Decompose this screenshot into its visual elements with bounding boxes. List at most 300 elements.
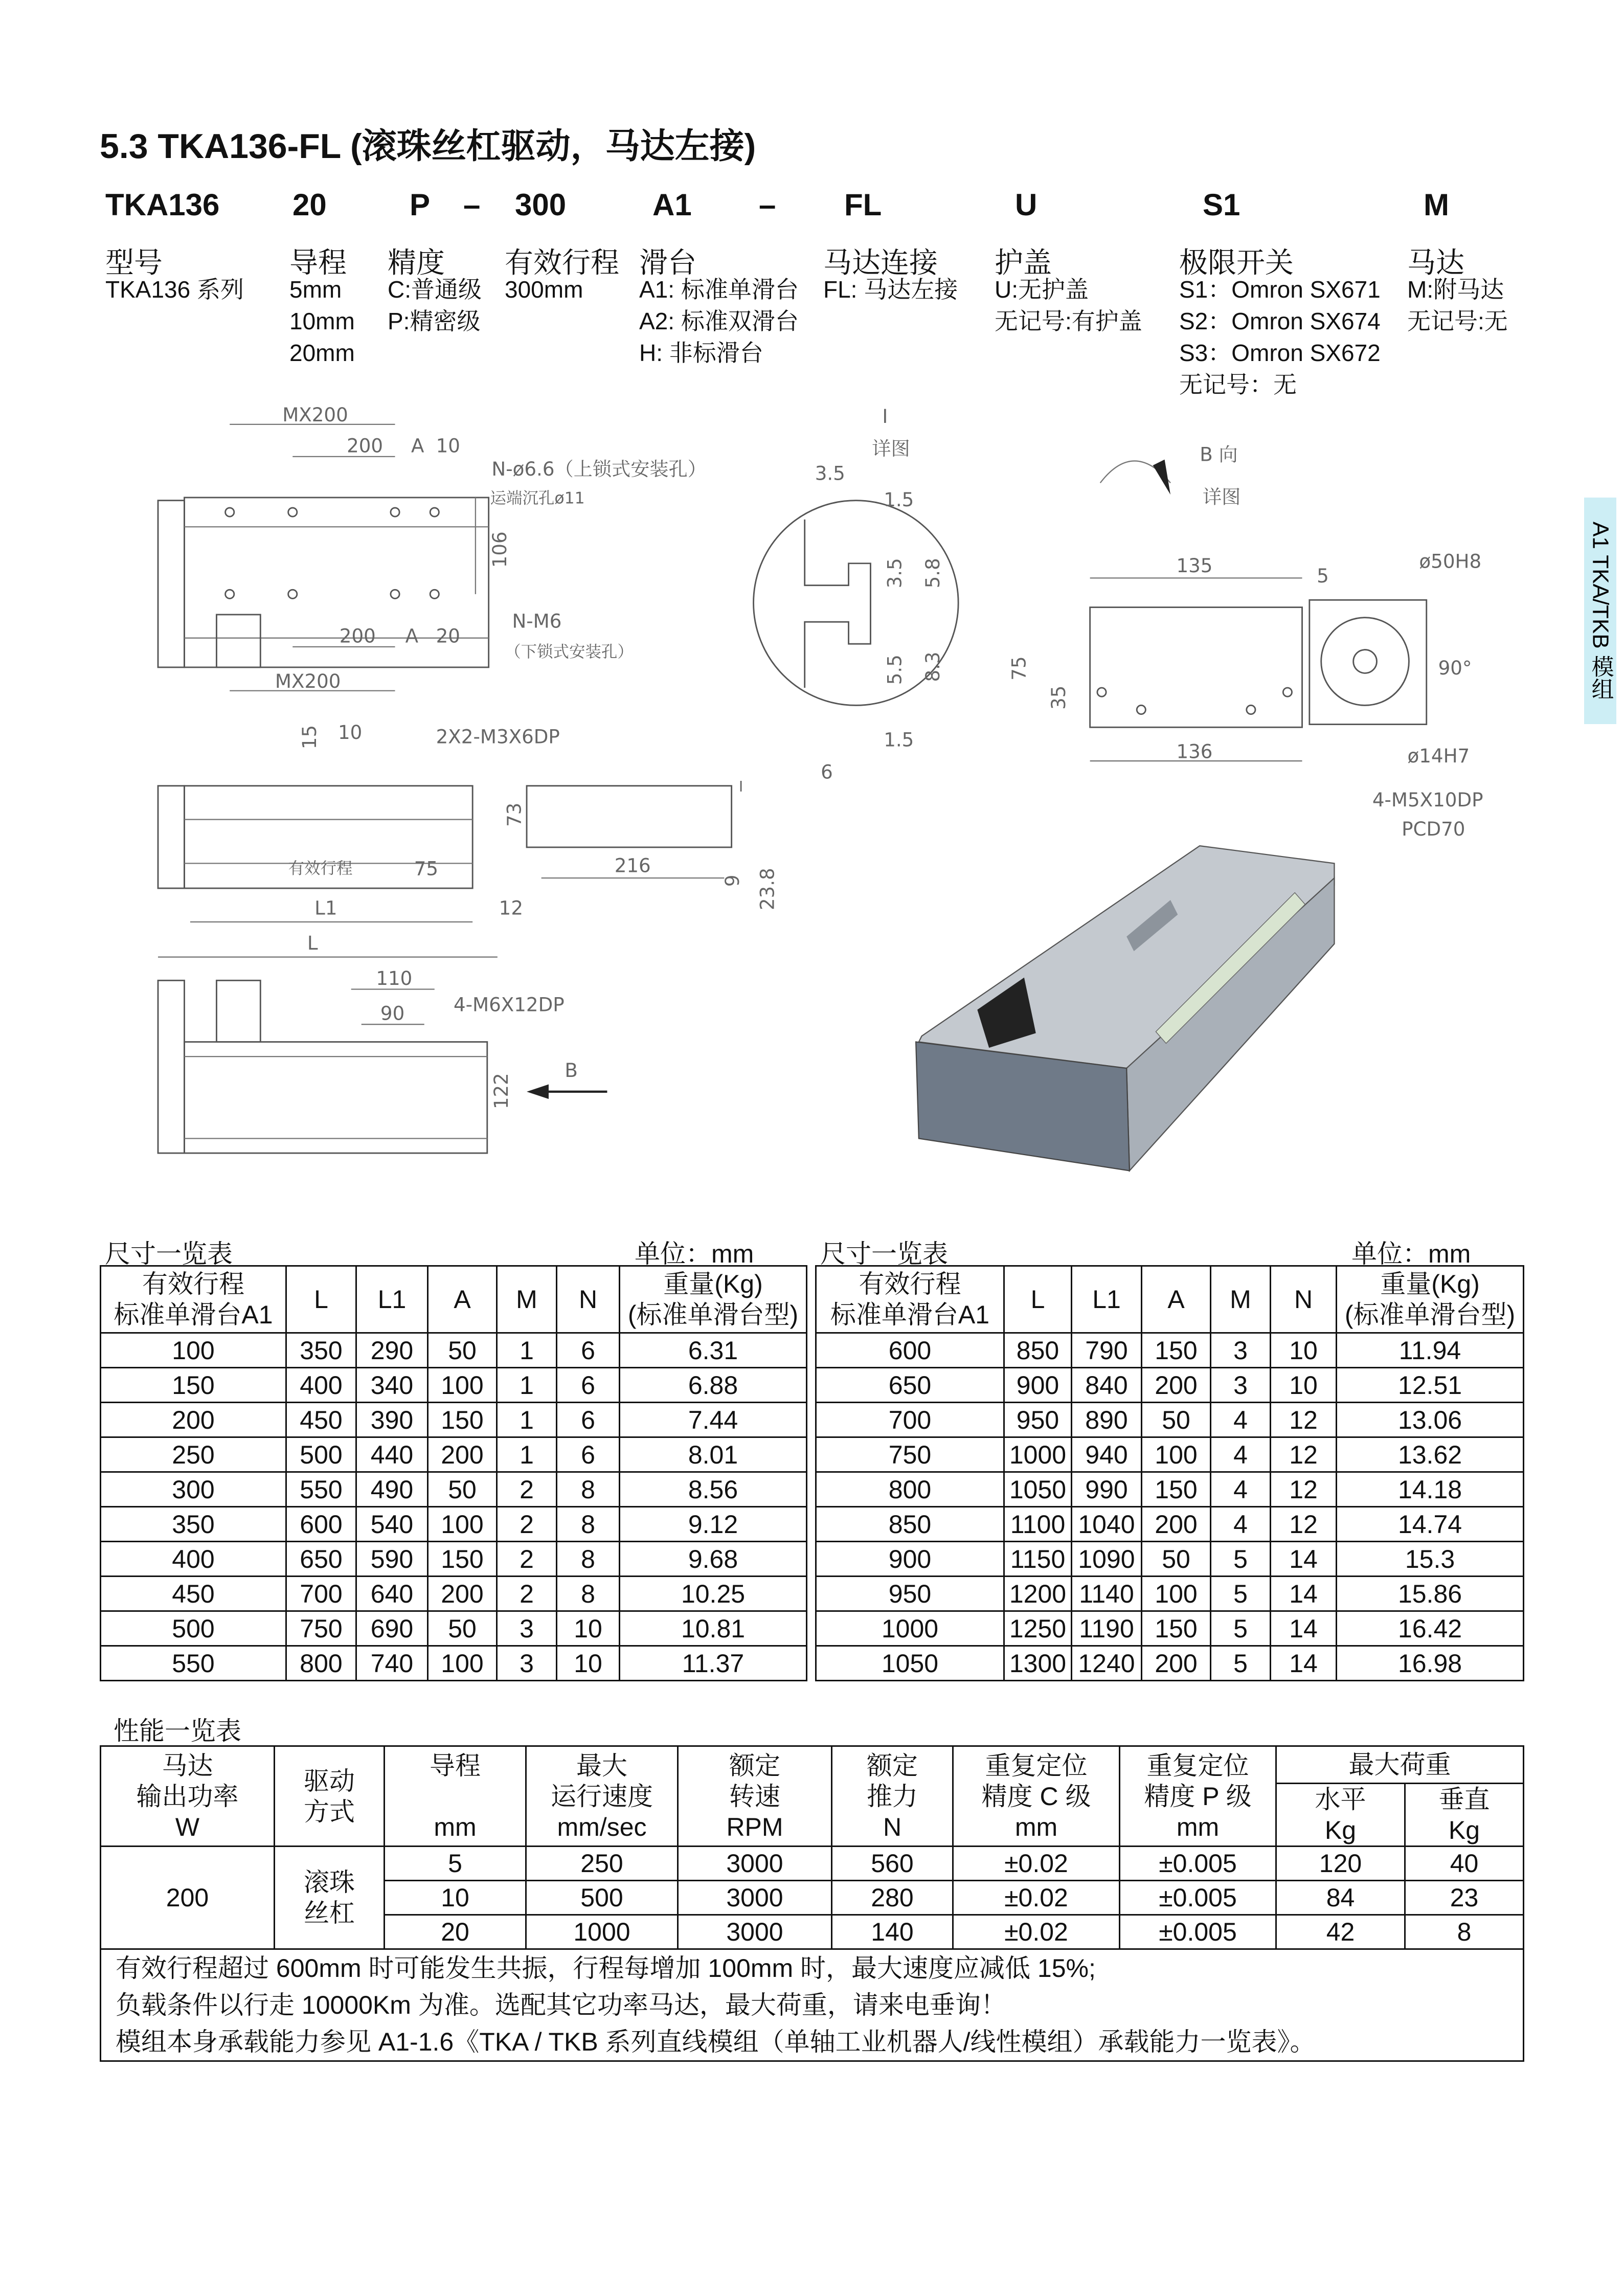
table-cell: 9.68 [620,1542,807,1577]
table-cell: 1300 [1004,1646,1072,1681]
table-cell: 5 [1211,1611,1271,1646]
table-row [101,1611,807,1646]
table-cell: 15.3 [1337,1542,1524,1577]
dim-label: 运端沉孔ø11 [490,489,585,508]
table-cell: 1090 [1072,1542,1142,1577]
table-cell: 140 [832,1915,953,1949]
dim-label: 136 [1176,740,1213,763]
table-cell: 11.37 [620,1646,807,1681]
field-option: H: 非标滑台 [639,340,763,366]
column-header: 额定 推力 N [832,1746,953,1847]
table-cell: 750 [816,1437,1004,1472]
table-cell: 5 [385,1847,526,1881]
field-option: M:附马达 [1407,276,1504,303]
dim-label: 4-M6X12DP [453,993,565,1016]
table-row [816,1507,1524,1542]
table-cell: 5 [1211,1646,1271,1681]
dim-label: 5.8 [921,558,944,589]
detail-i-drawing [754,405,959,783]
table-cell: 840 [1072,1368,1142,1403]
table-cell: 350 [286,1333,356,1368]
table-cell: 100 [428,1507,497,1542]
dim-label: 4-M5X10DP [1372,788,1483,811]
table-cell: 11.94 [1337,1333,1524,1368]
column-header: N [557,1266,620,1333]
table-cell: 200 [101,1403,286,1437]
table-cell: 800 [816,1472,1004,1507]
table-row [101,1368,807,1403]
table-unit: 单位：mm [635,1240,754,1268]
table-cell: 10 [1271,1368,1337,1403]
table-cell: 200 [1142,1646,1211,1681]
table-cell: 12 [1271,1437,1337,1472]
table-cell: 3 [497,1611,557,1646]
table-cell: 690 [356,1611,428,1646]
table-cell: 1040 [1072,1507,1142,1542]
table-cell: 150 [428,1542,497,1577]
field-option: 5mm [289,276,342,303]
side-tab-label: A1 TKA/TKB 模组 [1588,522,1613,700]
table-cell: 650 [286,1542,356,1577]
table-cell: 950 [1004,1403,1072,1437]
table-cell: 200 [428,1437,497,1472]
table-cell: 15.86 [1337,1577,1524,1611]
table-cell: 650 [816,1368,1004,1403]
dim-label: 35 [1047,685,1070,710]
table-cell: 12 [1271,1507,1337,1542]
table-cell: 2 [497,1472,557,1507]
table-cell: 500 [101,1611,286,1646]
dim-label: MX200 [275,669,341,692]
side-tab [1584,498,1616,724]
notes-cell [101,1949,1524,2061]
table-cell: 8 [1405,1915,1524,1949]
dim-label: 1.5 [884,728,914,751]
table-cell: 200 [428,1577,497,1611]
table-cell: 6 [557,1437,620,1472]
header-row [101,1266,807,1333]
dim-label: ø50H8 [1419,550,1482,573]
table-cell: 10 [557,1611,620,1646]
table-cell: 14 [1271,1611,1337,1646]
code-cover: U [1015,188,1037,222]
column-header: L1 [1072,1266,1142,1333]
field-options [105,274,244,305]
dim-label: 5 [1317,564,1329,587]
column-header: 最大 运行速度 mm/sec [526,1746,678,1847]
dim-label: B 向 [1200,443,1238,466]
table-cell: 550 [101,1646,286,1681]
field-option: 10mm [289,308,355,334]
dim-label: 200 [339,624,376,647]
table-cell: 890 [1072,1403,1142,1437]
table-cell: 150 [101,1368,286,1403]
table-row [101,1507,807,1542]
table-cell: 990 [1072,1472,1142,1507]
table-cell: 400 [101,1542,286,1577]
dim-label: ø14H7 [1407,744,1470,767]
column-header: 重量(Kg) (标准单滑台型) [620,1266,807,1333]
table-cell: 14 [1271,1646,1337,1681]
dim-label: N-M6 [512,610,562,633]
table-cell: 290 [356,1333,428,1368]
table-cell: 50 [1142,1403,1211,1437]
table-cell: 14 [1271,1577,1337,1611]
table-cell: 50 [1142,1542,1211,1577]
dim-label: 9 [720,874,743,887]
table-cell: 120 [1276,1847,1405,1881]
table-cell: 900 [816,1542,1004,1577]
table-cell: 50 [428,1611,497,1646]
dim-label: MX200 [282,403,348,426]
table-cell: 100 [101,1333,286,1368]
field-label: 护盖 [995,246,1052,279]
side-view-drawing [158,721,779,957]
table-cell: 150 [1142,1472,1211,1507]
table-cell: ±0.02 [953,1881,1120,1915]
table-cell: 50 [428,1333,497,1368]
dim-label: （下锁式安装孔） [505,642,634,661]
table-cell: 200 [1142,1368,1211,1403]
table-cell: 9.12 [620,1507,807,1542]
field-option: 无记号:有护盖 [995,308,1142,334]
dim-label: 6 [821,760,833,783]
table-cell: 340 [356,1368,428,1403]
field-label: 极限开关 [1179,246,1294,279]
table-caption: 尺寸一览表 [820,1240,948,1268]
column-header: N [1271,1266,1337,1333]
dim-label: I [738,778,743,796]
table-cell: 1100 [1004,1507,1072,1542]
note-line: 有效行程超过 600mm 时可能发生共振，行程每增加 100mm 时，最大速度应减低 15%; [116,1954,1096,1983]
table-cell: 900 [1004,1368,1072,1403]
table-cell: 4 [1211,1437,1271,1472]
table-cell: 1050 [1004,1472,1072,1507]
table-cell: 3 [1211,1333,1271,1368]
notes-row [101,1949,1524,2061]
note-line: 模组本身承载能力参见 A1-1.6《TKA / TKB 系列直线模组（单轴工业机器人/线性模组）承载能力一览表》。 [116,2028,1316,2056]
header-row [816,1266,1524,1333]
table-row [816,1333,1524,1368]
table-cell: 350 [101,1507,286,1542]
table-cell: 20 [385,1915,526,1949]
table-cell: 8 [557,1542,620,1577]
table-cell: 13.62 [1337,1437,1524,1472]
table-cell: 850 [816,1507,1004,1542]
code-lead: 20 [292,188,327,222]
table-cell: 740 [356,1646,428,1681]
dim-label: 135 [1176,554,1213,577]
field-option: 300mm [505,276,583,303]
field-options [388,274,482,337]
table-cell: 800 [286,1646,356,1681]
code-precision: P [410,188,431,222]
dim-label: 75 [414,857,439,880]
column-header: L1 [356,1266,428,1333]
dim-label: 106 [488,531,511,568]
table-cell: 200 [1142,1507,1211,1542]
table-row [101,1472,807,1507]
table-row [101,1333,807,1368]
table-cell: 1190 [1072,1611,1142,1646]
table-row [816,1611,1524,1646]
table-cell: 3000 [678,1881,832,1915]
table-cell: 3000 [678,1915,832,1949]
dim-label: L1 [314,896,337,919]
table-cell: 12 [1271,1403,1337,1437]
dim-label: 1.5 [884,488,914,511]
table-cell: 1000 [526,1915,678,1949]
table-cell: 8 [557,1472,620,1507]
field-label: 精度 [388,246,445,279]
table-row [101,1646,807,1681]
column-header: A [1142,1266,1211,1333]
table-cell: ±0.02 [953,1915,1120,1949]
column-header: 垂直 Kg [1405,1784,1524,1847]
table-cell: 3 [497,1646,557,1681]
dim-label: 200 [347,434,384,457]
column-header: 最大荷重 [1276,1746,1524,1784]
table-caption: 尺寸一览表 [105,1240,233,1268]
product-3d-image [916,846,1334,1170]
drive-cell: 滚珠 丝杠 [275,1847,385,1949]
table-cell: 950 [816,1577,1004,1611]
field-options [823,274,958,305]
table-cell: 8 [557,1507,620,1542]
field-label: 马达连接 [823,246,938,279]
dim-label: 3.5 [883,558,906,589]
code-stroke: 300 [515,188,567,222]
table-cell: 16.42 [1337,1611,1524,1646]
code-motor: M [1424,188,1449,222]
column-header: 马达 输出功率 W [101,1746,275,1847]
table-cell: ±0.005 [1120,1915,1276,1949]
table-cell: 100 [428,1368,497,1403]
table-cell: 1050 [816,1646,1004,1681]
table-cell: 100 [1142,1437,1211,1472]
dim-label: 216 [614,854,651,877]
dimension-table [815,1265,1524,1681]
field-label: 有效行程 [505,246,619,279]
table-cell: 42 [1276,1915,1405,1949]
dim-label: 20 [436,624,460,647]
table-row [101,1403,807,1437]
field-options [1179,274,1381,400]
table-cell: 540 [356,1507,428,1542]
table-cell: 6 [557,1403,620,1437]
table-cell: 40 [1405,1847,1524,1881]
column-header: 导程 mm [385,1746,526,1847]
table-cell: 400 [286,1368,356,1403]
table-cell: 1140 [1072,1577,1142,1611]
table-cell: 10 [1271,1333,1337,1368]
table-cell: 13.06 [1337,1403,1524,1437]
table-cell: 1 [497,1333,557,1368]
column-header: 重复定位 精度 C 级 mm [953,1746,1120,1847]
table-cell: 640 [356,1577,428,1611]
table-cell: 600 [816,1333,1004,1368]
note-line: 负载条件以行走 10000Km 为准。选配其它功率马达，最大荷重，请来电垂询！ [116,1991,1006,2019]
dim-label: PCD70 [1402,818,1465,841]
table-cell: 1 [497,1437,557,1472]
table-cell: 8.01 [620,1437,807,1472]
field-options [289,274,355,369]
table-cell: ±0.02 [953,1847,1120,1881]
table-cell: 6 [557,1333,620,1368]
table-row [816,1472,1524,1507]
table-cell: 490 [356,1472,428,1507]
table-cell: 600 [286,1507,356,1542]
column-header: M [497,1266,557,1333]
dim-label: 10 [337,721,363,744]
dim-label: 15 [298,725,321,750]
table-cell: 1250 [1004,1611,1072,1646]
dim-label: 5.5 [883,655,906,685]
motor-power-cell: 200 [101,1847,275,1949]
field-label: 马达 [1407,246,1464,279]
table-cell: 150 [428,1403,497,1437]
table-cell: 2 [497,1542,557,1577]
dimension-table [100,1265,807,1681]
table-cell: 560 [832,1847,953,1881]
dim-label: 110 [376,966,413,989]
dim-label: 12 [499,896,524,919]
field-option: C:普通级 [388,276,482,303]
table-cell: 6.31 [620,1333,807,1368]
table-cell: 8.56 [620,1472,807,1507]
column-header: 驱动 方式 [275,1746,385,1847]
table-cell: 790 [1072,1333,1142,1368]
table-cell: 450 [101,1577,286,1611]
table-cell: 700 [816,1403,1004,1437]
table-cell: 750 [286,1611,356,1646]
table-cell: 12.51 [1337,1368,1524,1403]
table-row [816,1368,1524,1403]
table-cell: 12 [1271,1472,1337,1507]
table-cell: 3000 [678,1847,832,1881]
table-cell: 2 [497,1577,557,1611]
table-cell: 500 [526,1881,678,1915]
table-cell: 1150 [1004,1542,1072,1577]
table-cell: ±0.005 [1120,1847,1276,1881]
table-row [101,1437,807,1472]
table-cell: 23 [1405,1881,1524,1915]
table-cell: 3 [1211,1368,1271,1403]
field-option: TKA136 系列 [105,276,244,303]
column-header: 重量(Kg) (标准单滑台型) [1337,1266,1524,1333]
table-cell: 14 [1271,1542,1337,1577]
table-cell: 10 [385,1881,526,1915]
dim-label: A [405,624,419,647]
table-cell: 7.44 [620,1403,807,1437]
table-cell: 6.88 [620,1368,807,1403]
table-cell: 1 [497,1368,557,1403]
table-cell: 4 [1211,1507,1271,1542]
dim-label: 8.3 [921,651,944,682]
code-slider: A1 [652,188,692,222]
table-cell: 10 [557,1646,620,1681]
dim-label: 23.8 [756,868,779,910]
field-option: S2：Omron SX674 [1179,308,1381,334]
table-row [101,1847,1524,1881]
table-cell: 6 [557,1368,620,1403]
field-label: 滑台 [639,246,696,279]
table-cell: 150 [1142,1611,1211,1646]
dim-label: I [882,405,888,428]
table-row [816,1646,1524,1681]
dim-label: 详图 [1202,485,1241,508]
table-cell: 280 [832,1881,953,1915]
table-cell: 100 [1142,1577,1211,1611]
table-row [816,1577,1524,1611]
table-cell: 5 [1211,1542,1271,1577]
top-view-drawing [158,403,707,692]
dim-label: A [411,434,424,457]
dim-label: 详图 [872,437,910,460]
field-options [1407,274,1508,337]
table-cell: 1000 [816,1611,1004,1646]
table-cell: 5 [1211,1577,1271,1611]
table-cell: 450 [286,1403,356,1437]
column-header: M [1211,1266,1271,1333]
table-cell: 590 [356,1542,428,1577]
column-header: 额定 转速 RPM [678,1746,832,1847]
table-cell: 2 [497,1507,557,1542]
table-cell: 16.98 [1337,1646,1524,1681]
dim-label: 有效行程 [288,859,353,878]
code-dash: – [759,188,776,222]
table-cell: 10.25 [620,1577,807,1611]
table-row [816,1437,1524,1472]
b-view-drawing [1008,443,1483,840]
table-cell: 50 [428,1472,497,1507]
table-cell: 4 [1211,1472,1271,1507]
dim-label: N-ø6.6（上锁式安装孔） [491,458,707,481]
field-option: A1: 标准单滑台 [639,276,799,303]
field-option: A2: 标准双滑台 [639,308,799,334]
table-unit: 单位：mm [1351,1240,1471,1268]
dim-label: 90° [1438,657,1472,680]
field-label: 型号 [105,246,163,279]
performance-caption: 性能一览表 [114,1717,241,1745]
header-row [101,1746,1524,1784]
field-options [639,274,799,369]
table-cell: 390 [356,1403,428,1437]
field-option: 无记号:无 [1407,308,1508,334]
field-option: FL: 马达左接 [823,276,958,303]
table-cell: 1240 [1072,1646,1142,1681]
field-label: 导程 [289,246,347,279]
table-cell: 84 [1276,1881,1405,1915]
field-options [995,274,1142,337]
table-cell: 940 [1072,1437,1142,1472]
table-cell: 850 [1004,1333,1072,1368]
table-cell: 1 [497,1403,557,1437]
field-option: S1：Omron SX671 [1179,276,1381,303]
code-dash: – [463,188,481,222]
field-option: S3：Omron SX672 [1179,340,1381,366]
field-option: U:无护盖 [995,276,1089,303]
dim-label: 75 [1007,656,1030,681]
table-cell: 1000 [1004,1437,1072,1472]
table-cell: 250 [526,1847,678,1881]
table-cell: 150 [1142,1333,1211,1368]
column-header: 有效行程 标准单滑台A1 [816,1266,1004,1333]
table-cell: 500 [286,1437,356,1472]
column-header: L [286,1266,356,1333]
dim-label: 2X2-M3X6DP [436,725,560,748]
dim-label: B [565,1059,578,1082]
